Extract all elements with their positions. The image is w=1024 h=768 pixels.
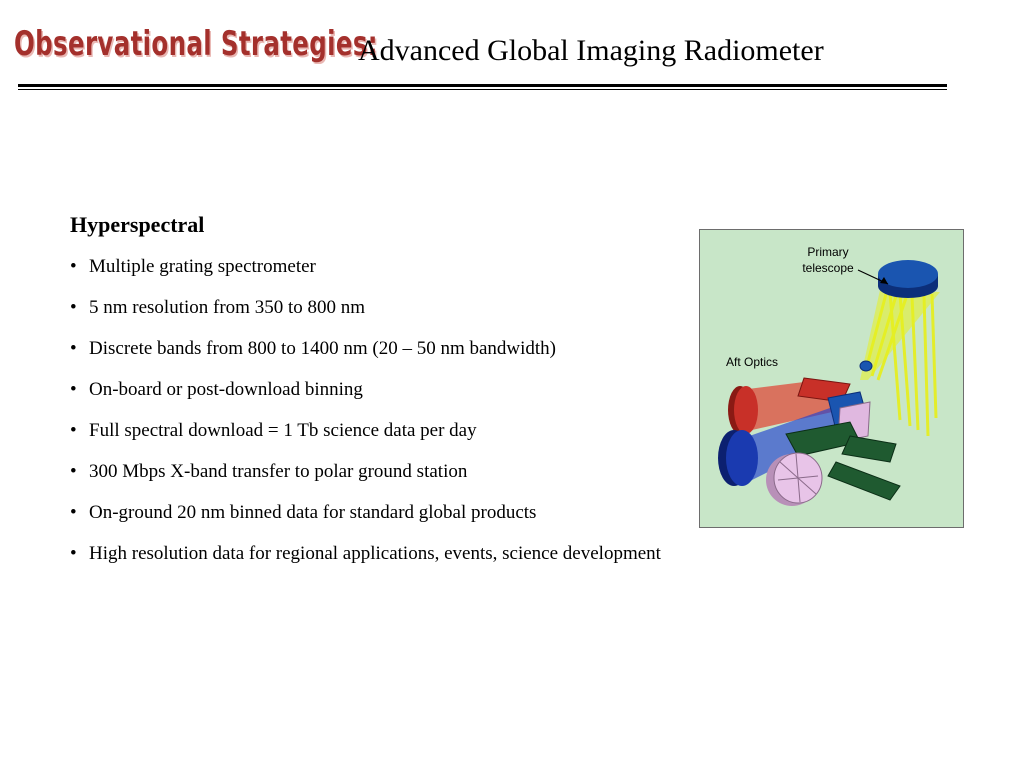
bullet-text: Multiple grating spectrometer bbox=[89, 256, 316, 277]
label-primary-telescope bbox=[786, 244, 870, 276]
green-plate-2 bbox=[842, 436, 896, 462]
bullet-list bbox=[70, 256, 790, 565]
bullet-item bbox=[70, 379, 790, 401]
green-plate-3 bbox=[828, 462, 900, 500]
blue-lens bbox=[718, 430, 758, 486]
bullet-glyph: • bbox=[70, 379, 77, 400]
pink-mirror bbox=[766, 453, 822, 506]
secondary-mirror bbox=[860, 361, 872, 371]
bullet-item bbox=[70, 256, 790, 278]
bullet-text: Full spectral download = 1 Tb science data per day bbox=[89, 420, 477, 441]
bullet-glyph: • bbox=[70, 543, 77, 564]
bullet-glyph: • bbox=[70, 461, 77, 482]
label-aft-optics: Aft Optics bbox=[726, 355, 779, 369]
bullet-item bbox=[70, 338, 790, 360]
slide-content bbox=[70, 212, 790, 584]
bullet-text: 300 Mbps X-band transfer to polar ground station bbox=[89, 461, 468, 482]
section-kicker: Observational Strategies: bbox=[14, 24, 378, 64]
header-rule-thin bbox=[18, 89, 947, 90]
red-lens bbox=[728, 386, 758, 434]
primary-telescope bbox=[878, 260, 938, 298]
bullet-item bbox=[70, 420, 790, 442]
label-primary-line2: telescope bbox=[802, 261, 854, 275]
bullet-text: High resolution data for regional applications, events, science development bbox=[89, 543, 661, 564]
bullet-item bbox=[70, 297, 790, 319]
label-primary-line1: Primary bbox=[807, 245, 849, 259]
bullet-text: 5 nm resolution from 350 to 800 nm bbox=[89, 297, 366, 318]
bullet-glyph: • bbox=[70, 256, 77, 277]
bullet-item bbox=[70, 461, 790, 483]
bullet-text: On-ground 20 nm binned data for standard global products bbox=[89, 502, 537, 523]
section-heading: Hyperspectral bbox=[70, 212, 205, 237]
instrument-diagram bbox=[699, 229, 964, 528]
bullet-glyph: • bbox=[70, 420, 77, 441]
slide-title: Advanced Global Imaging Radiometer bbox=[358, 34, 824, 67]
bullet-glyph: • bbox=[70, 338, 77, 359]
bullet-item bbox=[70, 543, 790, 565]
bullet-text: On-board or post-download binning bbox=[89, 379, 363, 400]
bullet-item bbox=[70, 502, 790, 524]
slide-header bbox=[0, 0, 1024, 100]
bullet-text: Discrete bands from 800 to 1400 nm (20 – 50 nm bandwidth) bbox=[89, 338, 557, 359]
bullet-glyph: • bbox=[70, 502, 77, 523]
header-rule-thick bbox=[18, 84, 947, 87]
bullet-glyph: • bbox=[70, 297, 77, 318]
